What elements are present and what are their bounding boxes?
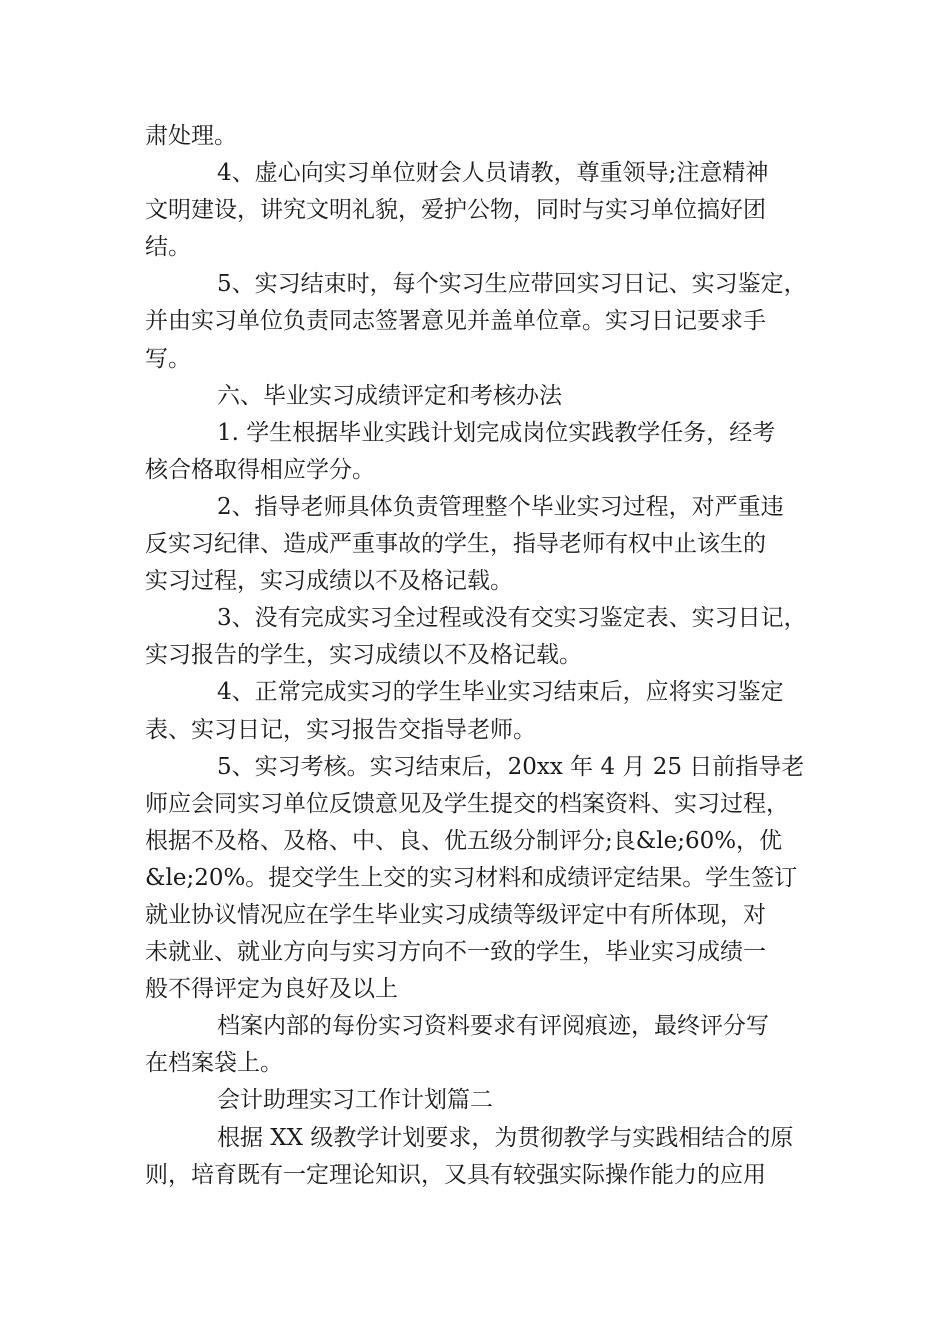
text-line: 根据不及格、及格、中、良、优五级分制评分;良&le;60%，优 xyxy=(145,827,783,854)
section-heading-part-2 xyxy=(145,1082,807,1119)
paragraph-grade-5 xyxy=(145,749,807,1009)
text-line: 4、正常完成实习的学生毕业实习结束后，应将实习鉴定 xyxy=(217,679,784,706)
text-line: &le;20%。提交学生上交的实习材料和成绩评定结果。学生签订 xyxy=(145,864,798,891)
text-line: 般不得评定为良好及以上 xyxy=(145,976,398,1003)
text-line: 在档案袋上。 xyxy=(145,1050,283,1077)
text-line: 就业协议情况应在学生毕业实习成绩等级评定中有所体现，对 xyxy=(145,901,766,928)
text-line: 结。 xyxy=(145,234,191,261)
paragraph-rule-4 xyxy=(145,155,807,266)
text-line: 档案内部的每份实习资料要求有评阅痕迹，最终评分写 xyxy=(217,1013,769,1040)
text-line: 5、实习考核。实习结束后，20xx 年 4 月 25 日前指导老 xyxy=(217,753,805,780)
paragraph-grade-1 xyxy=(145,415,807,489)
text-line: 写。 xyxy=(145,345,191,372)
text-line: 师应会同实习单位反馈意见及学生提交的档案资料、实习过程， xyxy=(145,790,789,817)
text-line: 1. 学生根据毕业实践计划完成岗位实践教学任务，经考 xyxy=(217,419,776,446)
paragraph-grade-2 xyxy=(145,489,807,600)
text-line: 未就业、就业方向与实习方向不一致的学生，毕业实习成绩一 xyxy=(145,939,766,966)
text-line: 5、实习结束时，每个实习生应带回实习日记、实习鉴定， xyxy=(217,271,807,298)
heading-line: 会计助理实习工作计划篇二 xyxy=(217,1087,493,1114)
paragraph-archive-note xyxy=(145,1008,807,1082)
heading-line: 六、毕业实习成绩评定和考核办法 xyxy=(217,382,562,409)
text-line: 并由实习单位负责同志签署意见并盖单位章。实习日记要求手 xyxy=(145,308,766,335)
text-line: 2、指导老师具体负责管理整个毕业实习过程，对严重违 xyxy=(217,493,784,520)
text-line: 根据 XX 级教学计划要求，为贯彻教学与实践相结合的原 xyxy=(217,1124,794,1151)
document-body xyxy=(145,118,807,1194)
paragraph-grade-4 xyxy=(145,674,807,748)
paragraph-part-2-intro xyxy=(145,1120,807,1194)
paragraph-continuation xyxy=(145,118,807,155)
text-line: 反实习纪律、造成严重事故的学生，指导老师有权中止该生的 xyxy=(145,531,766,558)
paragraph-grade-3 xyxy=(145,600,807,674)
text-line: 文明建设，讲究文明礼貌，爱护公物，同时与实习单位搞好团 xyxy=(145,197,766,224)
paragraph-rule-5 xyxy=(145,266,807,377)
text-line: 表、实习日记，实习报告交指导老师。 xyxy=(145,716,536,743)
text-line: 3、没有完成实习全过程或没有交实习鉴定表、实习日记， xyxy=(217,605,807,632)
text-line: 实习过程，实习成绩以不及格记载。 xyxy=(145,568,513,595)
text-line: 实习报告的学生，实习成绩以不及格记载。 xyxy=(145,642,582,669)
text-line: 肃处理。 xyxy=(145,123,237,149)
section-heading-6 xyxy=(145,378,807,415)
text-line: 核合格取得相应学分。 xyxy=(145,456,375,483)
text-line: 4、虚心向实习单位财会人员请教，尊重领导;注意精神 xyxy=(217,160,769,187)
text-line: 则，培育既有一定理论知识，又具有较强实际操作能力的应用 xyxy=(145,1161,766,1188)
